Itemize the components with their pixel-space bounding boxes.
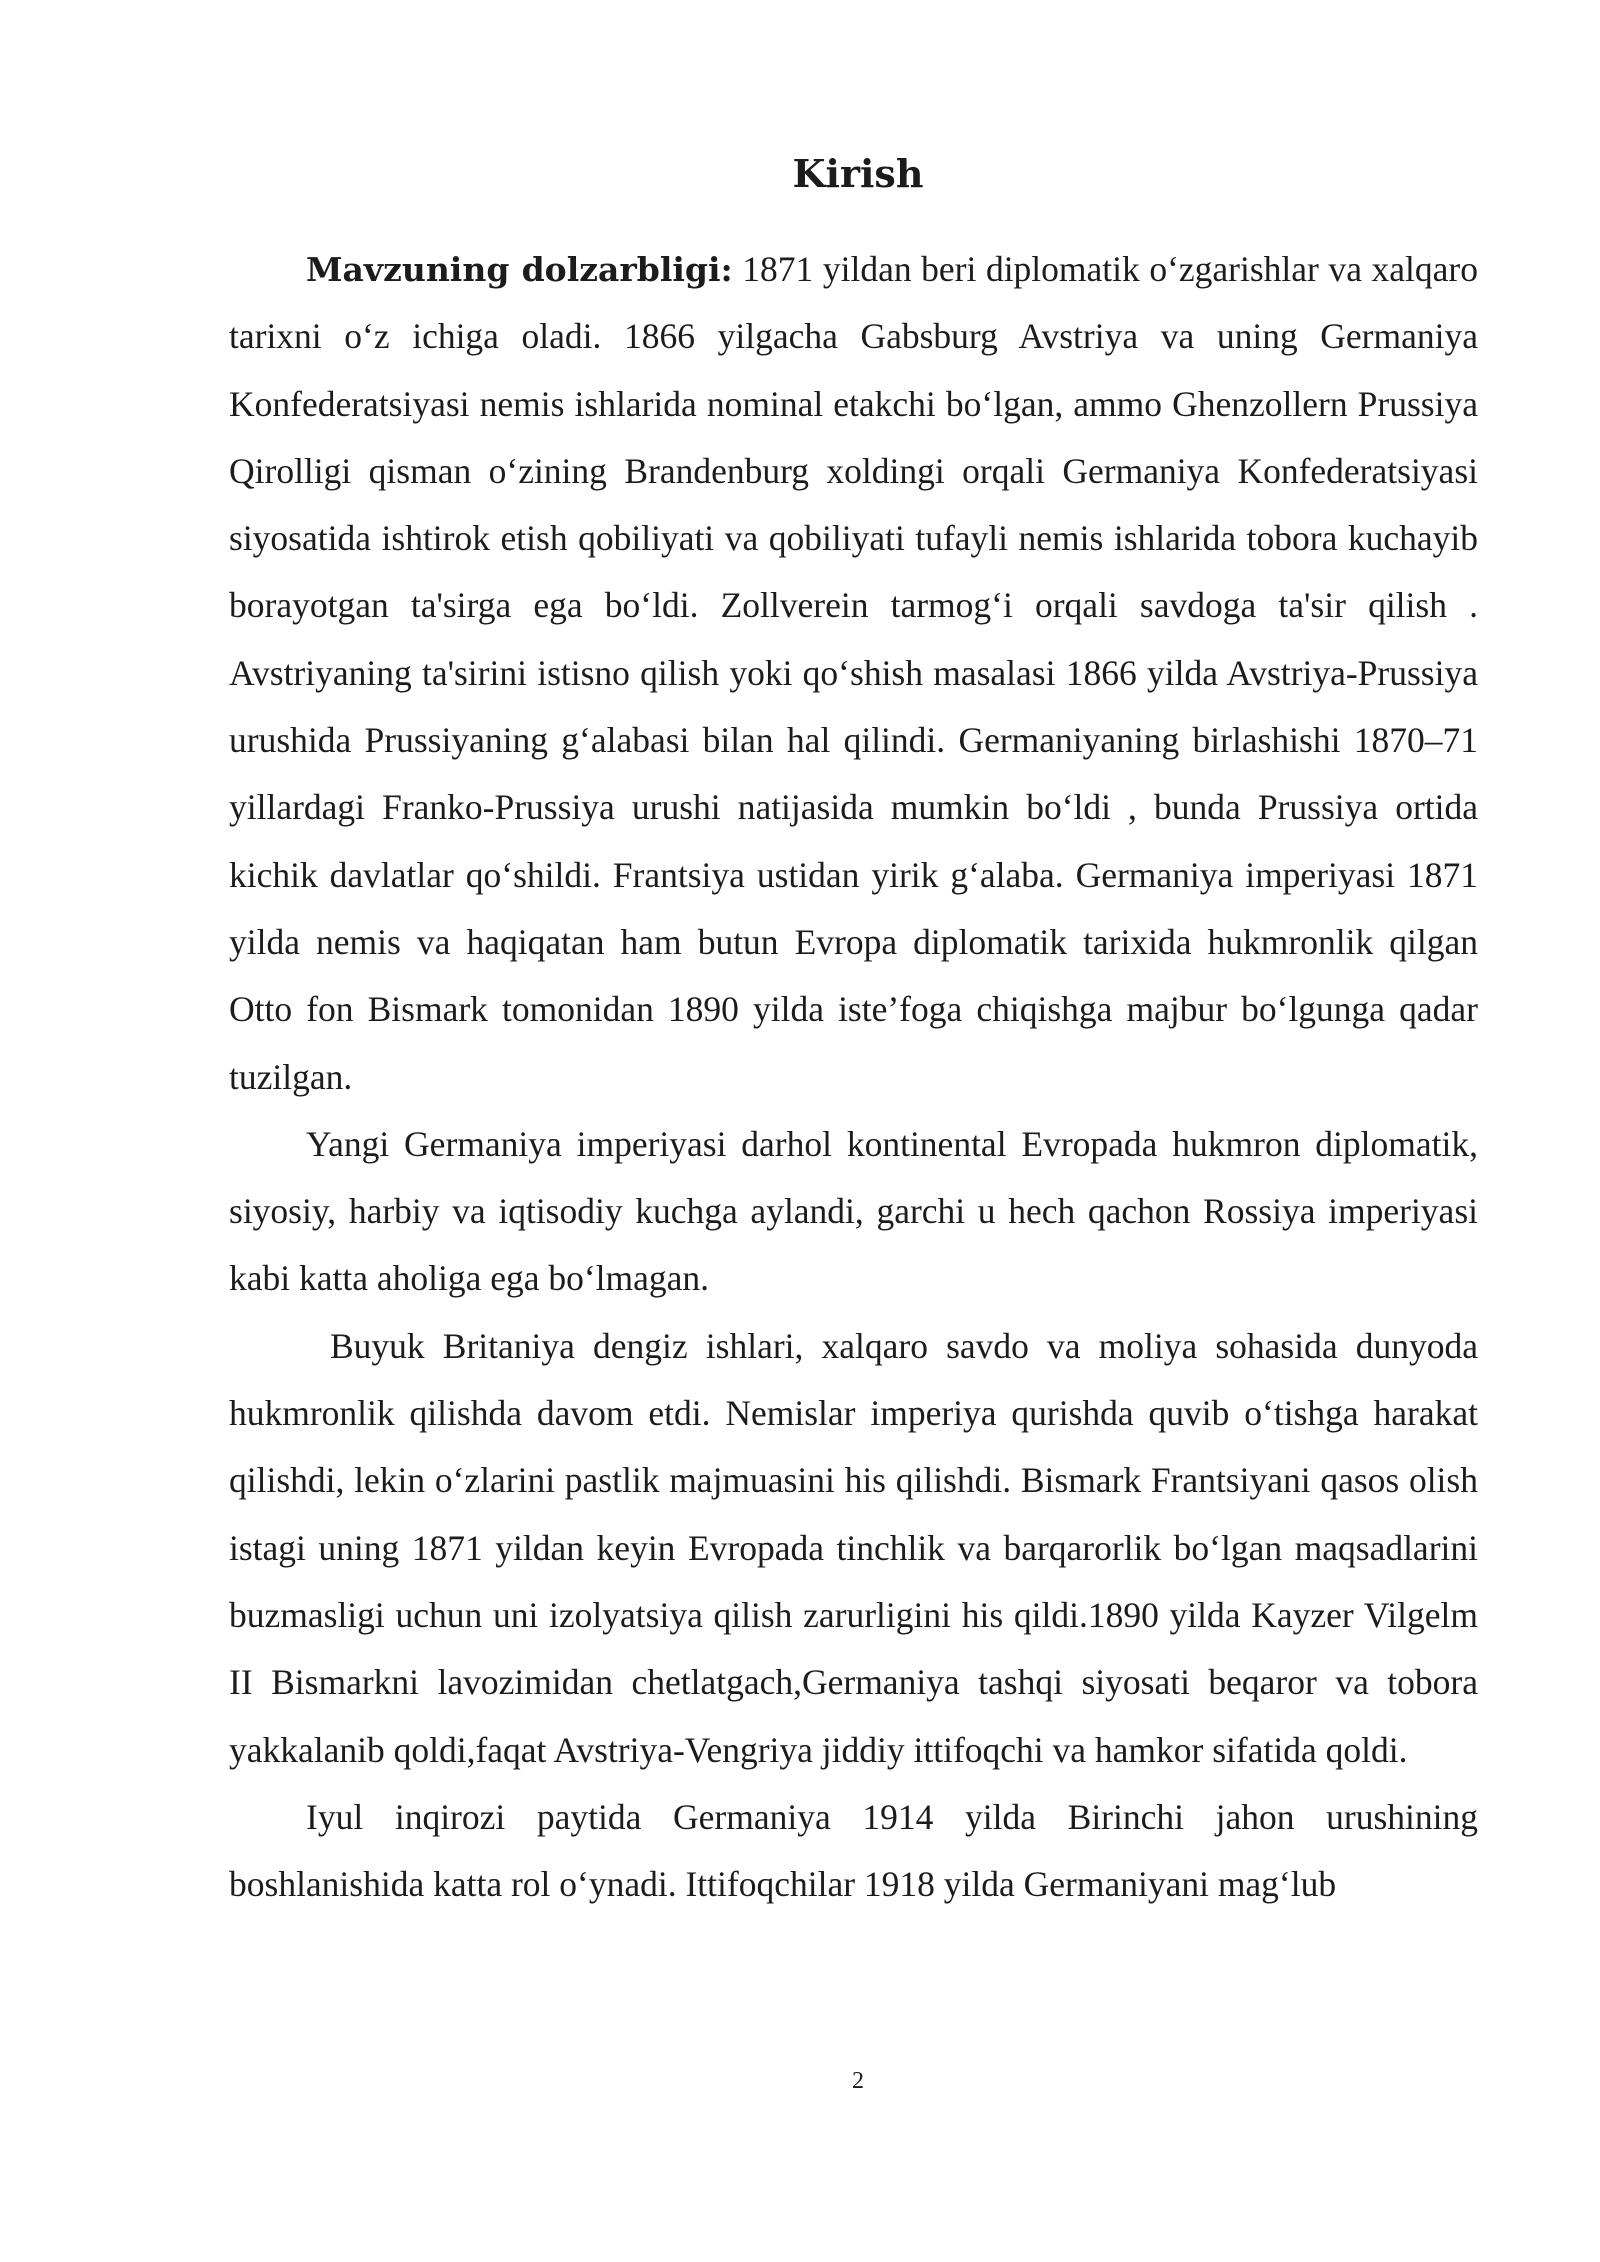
- paragraph-lead: Mavzuning dolzarbligi:: [306, 250, 733, 289]
- paragraph-1-text: 1871 yildan beri diplomatik o‘zgarishlar va xalqaro tarixni o‘z ichiga oladi. 1866 yilgacha Gabsburg Avstriya va uning Germaniya Konfederatsiyasi nemis ishlarida nominal etakchi bo‘lgan, ammo Ghenzollern Prussiya Qirolligi qisman o‘zining Brandenburg xoldingi orqali Germaniya Konfederatsiyasi siyosatida ishtirok etish qobiliyati va qobiliyati tufayli nemis ishlarida tobora kuchayib borayotgan ta'sirga ega bo‘ldi. Zollverein tarmog‘i orqali savdoga ta'sir qilish . Avstriyaning ta'sirini istisno qilish yoki qo‘shish masalasi 1866 yilda Avstriya-Prussiya urushida Prussiyaning g‘alabasi bilan hal qilindi. Germaniyaning birlashishi 1870–71 yillardagi Franko-Prussiya urushi natijasida mumkin bo‘ldi , bunda Prussiya ortida kichik davlatlar qo‘shildi. Frantsiya ustidan yirik g‘alaba. Germaniya imperiyasi 1871 yilda nemis va haqiqatan ham butun Evropa diplomatik tarixida hukmronlik qilgan Otto fon Bismark tomonidan 1890 yilda iste’foga chiqishga majbur bo‘lgunga qadar tuzilgan.: [229, 249, 1478, 1097]
- page-title: Kirish: [792, 151, 924, 196]
- document-body: [229, 236, 1478, 1918]
- paragraph-2: Yangi Germaniya imperiyasi darhol kontinental Evropada hukmron diplomatik, siyosiy, harbiy va iqtisodiy kuchga aylandi, garchi u hech qachon Rossiya imperiyasi kabi katta aholiga ega bo‘lmagan.: [229, 1123, 1478, 1299]
- paragraph-3: Buyuk Britaniya dengiz ishlari, xalqaro savdo va moliya sohasida dunyoda hukmronlik qilishda davom etdi. Nemislar imperiya qurishda quvib o‘tishga harakat qilishdi, lekin o‘zlarini pastlik majmuasini his qilishdi. Bismark Frantsiyani qasos olish istagi uning 1871 yildan keyin Evropada tinchlik va barqarorlik bo‘lgan maqsadlarini buzmasligi uchun uni izolyatsiya qilish zarurligini his qildi.1890 yilda Kayzer Vilgelm II Bismarkni lavozimidan chetlatgach,Germaniya tashqi siyosati beqaror va tobora yakkalanib qoldi,faqat Avstriya-Vengriya jiddiy ittifoqchi va hamkor sifatida qoldi.: [229, 1325, 1478, 1770]
- paragraph-4: Iyul inqirozi paytida Germaniya 1914 yilda Birinchi jahon urushining boshlanishida katta rol o‘ynadi. Ittifoqchilar 1918 yilda Germaniyani mag‘lub: [229, 1796, 1478, 1905]
- paragraph-1: [229, 236, 1478, 1111]
- page-number: 2: [852, 2068, 864, 2094]
